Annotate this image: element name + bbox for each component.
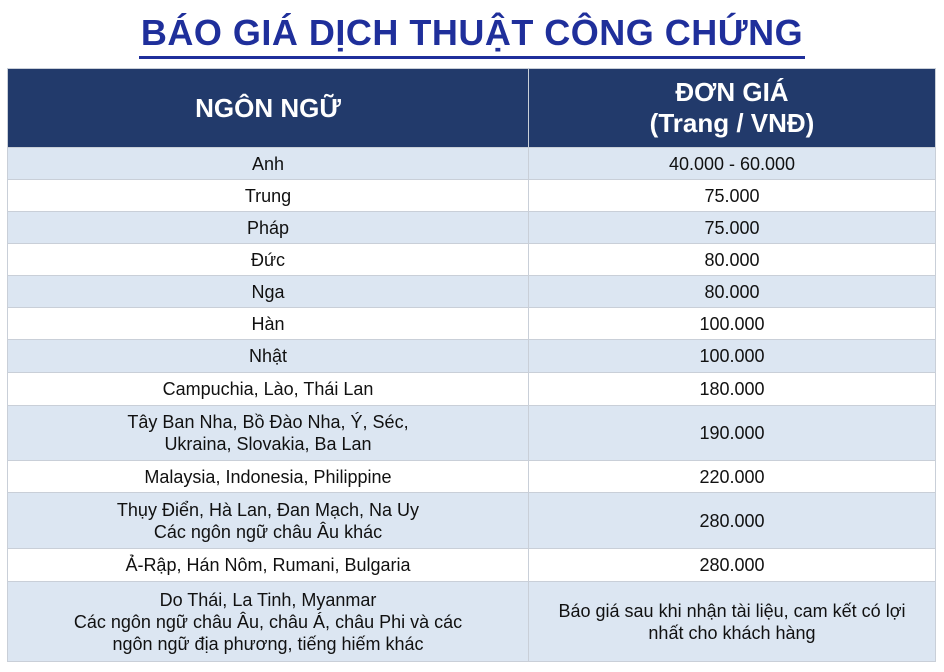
page-title: BÁO GIÁ DỊCH THUẬT CÔNG CHỨNG [139, 10, 805, 59]
price-cell [529, 340, 936, 373]
language-cell [8, 582, 529, 662]
language-cell [8, 180, 529, 212]
price-cell [529, 244, 936, 276]
language-text: Do Thái, La Tinh, Myanmar [159, 589, 377, 610]
price-cell [529, 406, 936, 461]
price-column-header [529, 69, 936, 148]
table-row [8, 180, 936, 212]
table-row [8, 493, 936, 549]
language-text: Trung [244, 185, 292, 206]
language-text: Malaysia, Indonesia, Philippine [144, 466, 392, 487]
language-text: ngôn ngữ địa phương, tiếng hiếm khác [112, 633, 424, 654]
price-text: nhất cho khách hàng [648, 622, 816, 643]
price-text: 220.000 [699, 466, 765, 487]
table-row [8, 244, 936, 276]
price-cell [529, 148, 936, 180]
language-text: Pháp [246, 217, 290, 238]
language-cell [8, 244, 529, 276]
table-body [8, 148, 936, 662]
table-row [8, 373, 936, 406]
language-text: Anh [251, 153, 285, 174]
price-text: 75.000 [704, 185, 760, 206]
price-cell [529, 373, 936, 406]
table-row [8, 276, 936, 308]
price-header-unit: (Trang / VNĐ) [649, 108, 815, 138]
language-cell [8, 549, 529, 582]
language-text: Ả-Rập, Hán Nôm, Rumani, Bulgaria [125, 555, 411, 575]
price-cell [529, 582, 936, 662]
language-cell [8, 308, 529, 340]
price-text: 75.000 [704, 217, 760, 238]
table-row [8, 549, 936, 582]
language-text: Hàn [251, 313, 285, 334]
price-text: 280.000 [699, 510, 765, 531]
language-text: Nga [251, 281, 285, 302]
language-text: Tây Ban Nha, Bồ Đào Nha, Ý, Séc, [127, 412, 409, 432]
language-cell [8, 148, 529, 180]
price-cell [529, 212, 936, 244]
price-cell [529, 461, 936, 493]
price-cell [529, 493, 936, 549]
price-text: 190.000 [699, 423, 765, 443]
language-cell [8, 276, 529, 308]
price-cell [529, 276, 936, 308]
price-text: 80.000 [704, 281, 760, 302]
language-cell [8, 340, 529, 373]
language-text: Nhật [248, 346, 288, 366]
price-text: 180.000 [699, 379, 765, 399]
price-text: 100.000 [699, 313, 765, 334]
price-text: 280.000 [699, 555, 765, 575]
language-header-label: NGÔN NGỮ [195, 92, 341, 123]
price-cell [529, 549, 936, 582]
table-header-row [8, 69, 936, 148]
table-row [8, 461, 936, 493]
language-cell [8, 406, 529, 461]
price-text: 100.000 [699, 346, 765, 366]
language-column-header [8, 69, 529, 148]
language-cell [8, 212, 529, 244]
table-row [8, 340, 936, 373]
language-cell [8, 493, 529, 549]
table-row [8, 582, 936, 662]
price-cell [529, 308, 936, 340]
price-text: 80.000 [704, 249, 760, 270]
table-row [8, 308, 936, 340]
table-row [8, 148, 936, 180]
language-text: Ukraina, Slovakia, Ba Lan [164, 434, 372, 454]
language-text: Thụy Điển, Hà Lan, Đan Mạch, Na Uy [116, 499, 420, 520]
table-row [8, 212, 936, 244]
price-table [7, 68, 936, 662]
price-cell [529, 180, 936, 212]
table-row [8, 406, 936, 461]
language-cell [8, 373, 529, 406]
price-text: Báo giá sau khi nhận tài liệu, cam kết có lợi [558, 600, 906, 621]
price-text: 40.000 - 60.000 [668, 153, 796, 174]
language-text: Đức [250, 249, 286, 270]
language-text: Các ngôn ngữ châu Âu khác [153, 521, 383, 542]
language-cell [8, 461, 529, 493]
language-text: Campuchia, Lào, Thái Lan [162, 379, 374, 399]
title-area [0, 0, 944, 66]
price-header-label: ĐƠN GIÁ [675, 77, 789, 107]
language-text: Các ngôn ngữ châu Âu, châu Á, châu Phi và các [73, 611, 463, 632]
